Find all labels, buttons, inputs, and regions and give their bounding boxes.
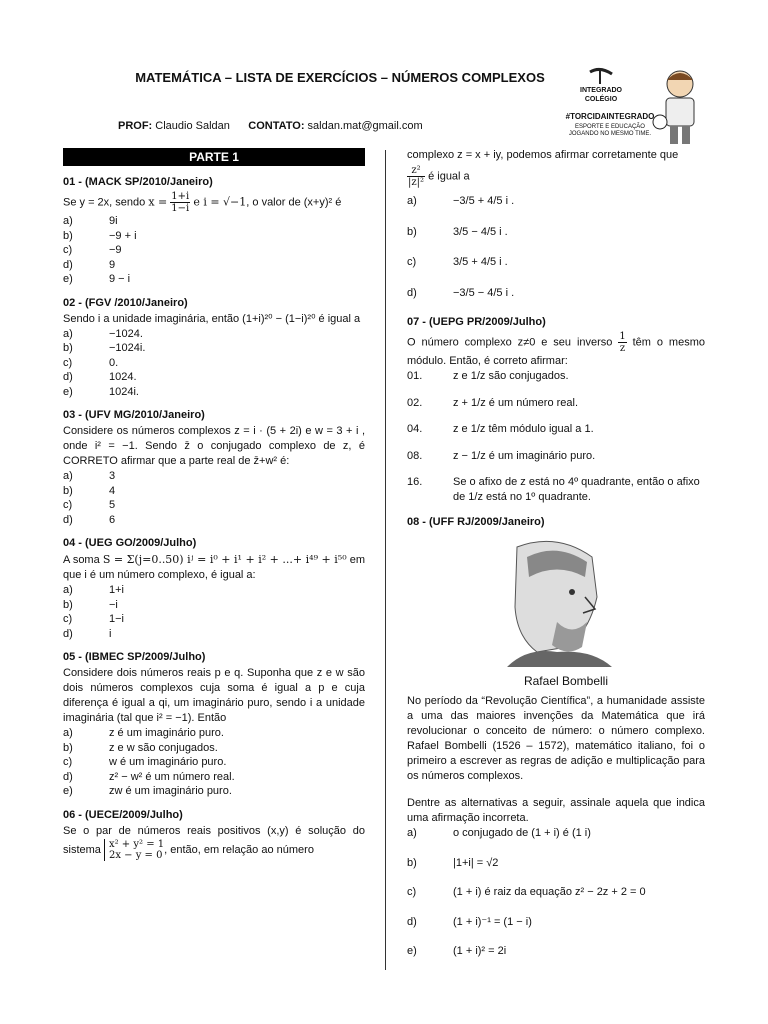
right-column [407, 148, 705, 974]
option-text: zw é um imaginário puro. [109, 785, 232, 797]
option-letter: a) [63, 470, 73, 482]
question-06: 06 - (UECE/2009/Julho) Se o par de números reais positivos (x,y) é solução do sistema x² + y² = 1 2x − y = 0 , então, em relação ao número [63, 808, 365, 861]
question-02: 02 - (FGV /2010/Janeiro) Sendo i a unidade imaginária, então (1+i)²⁰ − (1−i)²⁰ é igual a a) −1024. b) −1024i. c) 0. d) 1024. e) 1024i. [63, 297, 365, 400]
option-letter: b) [407, 856, 417, 869]
option-letter: b) [63, 229, 73, 242]
option-item [63, 243, 365, 258]
option-letter: 01. [407, 370, 423, 382]
option-item [407, 286, 705, 301]
option-item [407, 396, 705, 411]
option-item [407, 475, 705, 504]
option-item [63, 370, 365, 385]
options [63, 327, 365, 400]
portrait-caption: Rafael Bombelli [523, 674, 609, 688]
option-letter: a) [63, 215, 73, 227]
option-text: |1+i| = √2 [453, 856, 499, 869]
option-item [407, 255, 705, 270]
option-letter: b) [63, 598, 73, 611]
option-letter: a) [63, 727, 73, 739]
option-text: −1024i. [109, 342, 146, 354]
option-text: 9 [109, 258, 116, 271]
option-text: z e 1/z têm módulo igual a 1. [453, 423, 594, 435]
option-item [63, 755, 365, 770]
option-text: i [109, 627, 112, 640]
option-text: z é um imaginário puro. [109, 727, 224, 739]
question-08: 08 - (UFF RJ/2009/Janeiro) Rafael Bombelli No período da “Revolução Científica”, a humanidade assiste a uma das maiores invenções da Matemática que irá revolucionar o conceito de número: o número complexo. Rafael Bombelli (1526 – 1572), matemático italiano, foi o primeiro a escrever as regras de adição e multiplicação para os números complexos. Dentre as alternativas a seguir, assinale aquela que indica uma afirmação incorreta. a) o conjugado de (1 + i) é (1 i) b) |1+i| = √2 c) (1 + i) é raiz da equação z² − 2z + 2 = 0 d) (1 + i)⁻¹ = (1 − i) e) (1 + i)² = 2i [407, 516, 705, 957]
option-text: −3/5 + 4/5 i . [453, 195, 515, 207]
option-text: 5 [109, 499, 116, 511]
options [407, 194, 705, 300]
sum-formula: S = Σ(j=0..50) iʲ = i⁰ + i¹ + i² + ...+ i⁴⁹ + i⁵⁰ [102, 553, 347, 566]
option-text: (1 + i)² = 2i [453, 945, 507, 957]
document-title: MATEMÁTICA – LISTA DE EXERCÍCIOS – NÚMEROS COMPLEXOS [135, 70, 545, 85]
option-letter: a) [63, 584, 73, 596]
option-item [63, 784, 365, 799]
options [63, 469, 365, 527]
option-text: 1+i [109, 584, 124, 596]
prof-name: Claudio Saldan [155, 120, 230, 132]
option-letter: c) [63, 613, 73, 625]
column-divider [385, 150, 386, 970]
options [407, 369, 705, 504]
contact-email: saldan.mat@gmail.com [307, 120, 423, 132]
bombelli-portrait-image [497, 537, 617, 667]
option-letter: c) [63, 499, 73, 511]
option-item [63, 469, 365, 484]
option-letter: e) [63, 273, 73, 285]
option-text: z e 1/z são conjugados. [453, 370, 569, 382]
option-item [407, 915, 705, 930]
option-text: 3 [109, 470, 116, 482]
option-item [63, 214, 365, 229]
option-text: −i [109, 598, 118, 611]
option-item [63, 583, 365, 598]
option-letter: b) [63, 741, 73, 754]
option-letter: a) [63, 327, 73, 340]
option-text: 0. [109, 356, 119, 369]
option-item [407, 225, 705, 240]
option-item [63, 258, 365, 273]
question-03: 03 - (UFV MG/2010/Janeiro) Considere os números complexos z = i · (5 + 2i) e w = 3 + i , onde i² = −1. Sendo z̄ o conjugado complexo de z, é CORRETO afirmar que a parte real de z̄+w² é: a) 3 b) 4 c) 5 d) 6 [63, 409, 365, 526]
options [407, 826, 705, 959]
fraction: $\frac{\text{z²}}{\text{|z|²}}$ [408, 165, 425, 188]
option-item [63, 229, 365, 244]
question-01: 01 - (MACK SP/2010/Janeiro) Se y = 2x, sendo x = $\frac{1+i}{1-i}$ e i = √−1, o valor de (x+y)² é a) 9i b) −9 + i c) −9 d) 9 e) 9 − i [63, 176, 365, 287]
option-text: 3/5 − 4/5 i . [453, 225, 508, 238]
option-letter: e) [63, 785, 73, 797]
school-logo [560, 66, 710, 152]
question-06-cont: complexo z = x + iy, podemos afirmar corretamente que $\frac{\text{z²}}{\text{|z|²}}$ é igual a a) −3/5 + 4/5 i . b) 3/5 − 4/5 i . c) 3/5 + 4/5 i . d) −3/5 − 4/5 i . [407, 148, 705, 300]
option-letter: 02. [407, 396, 423, 409]
option-item [407, 369, 705, 384]
option-letter: e) [407, 945, 417, 957]
option-item [407, 194, 705, 209]
fraction: $\frac{1+i}{1-i}$ [171, 191, 190, 214]
option-text: o conjugado de (1 + i) é (1 i) [453, 827, 591, 839]
option-item [63, 726, 365, 741]
option-letter: e) [63, 385, 73, 398]
option-text: −9 [109, 244, 122, 256]
option-letter: a) [407, 195, 417, 207]
question-05: 05 - (IBMEC SP/2009/Julho) Considere dois números reais p e q. Suponha que z e w são dois números complexos cuja soma é igual a p e cuja diferença é igual a qi, um imaginário puro, sendo i a unidade imaginária (tal que i² = −1). Então a) z é um imaginário puro. b) z e w são conjugados. c) w é um imaginário puro. d) z² − w² é um número real. e) zw é um imaginário puro. [63, 651, 365, 797]
option-item [407, 944, 705, 959]
option-letter: d) [63, 627, 73, 640]
fraction: $\frac{1}{z}$ [619, 331, 626, 354]
option-letter: d) [407, 915, 417, 928]
question-07: 07 - (UEPG PR/2009/Julho) O número complexo z≠0 e seu inverso $\frac{1}{z}$ têm o mesmo módulo. Então, é correto afirmar: 01. z e 1/z são conjugados. 02. z + 1/z é um número real. 04. z e 1/z têm módulo igual a 1. 08. z − 1/z é um imaginário puro. 16. Se o afixo de z está no 4º quadrante, então o afixo de 1/z está no 1º quadrante. [407, 316, 705, 503]
option-text: (1 + i) é raiz da equação z² − 2z + 2 = 0 [453, 886, 646, 898]
option-item [63, 341, 365, 356]
option-item [63, 484, 365, 499]
option-letter: c) [63, 244, 73, 256]
option-text: z + 1/z é um número real. [453, 396, 579, 409]
option-letter: d) [407, 286, 417, 299]
option-letter: c) [63, 756, 73, 768]
options [63, 726, 365, 799]
option-item [63, 356, 365, 371]
option-item [407, 885, 705, 900]
option-letter: a) [407, 827, 417, 839]
option-letter: c) [407, 886, 417, 898]
option-text: 1024i. [109, 385, 139, 398]
option-text: z² − w² é um número real. [109, 770, 235, 783]
teacher-line [118, 120, 423, 132]
option-item [407, 449, 705, 464]
logo-hashtag: #TORCIDAINTEGRADO [565, 112, 655, 121]
question-04: 04 - (UEG GO/2009/Julho) A soma S = Σ(j=0..50) iʲ = i⁰ + i¹ + i² + ...+ i⁴⁹ + i⁵⁰ em que i é um número complexo, é igual a: a) 1+i b) −i c) 1−i d) i [63, 537, 365, 640]
logo-org: INTEGRADO COLÉGIO [580, 87, 622, 103]
option-item [63, 385, 365, 400]
option-letter: d) [63, 371, 73, 383]
option-letter: 16. [407, 476, 423, 488]
option-letter: d) [63, 258, 73, 271]
option-letter: 04. [407, 423, 423, 435]
option-item [63, 741, 365, 756]
contact-label: CONTATO: [248, 120, 305, 132]
option-item [63, 498, 365, 513]
option-letter: b) [63, 342, 73, 354]
option-letter: b) [63, 484, 73, 497]
option-text: 3/5 + 4/5 i . [453, 256, 508, 268]
option-text: 4 [109, 484, 116, 497]
option-text: −9 + i [109, 229, 137, 242]
option-item [63, 627, 365, 642]
option-item [407, 422, 705, 437]
option-letter: c) [407, 256, 417, 268]
logo-slogan: ESPORTE E EDUCAÇÃO JOGANDO NO MESMO TIME. [568, 124, 652, 137]
option-text: 9i [109, 215, 118, 227]
option-text: w é um imaginário puro. [109, 756, 227, 768]
option-text: Se o afixo de z está no 4º quadrante, então o afixo de 1/z está no 1º quadrante. [453, 476, 700, 503]
option-letter: d) [63, 513, 73, 526]
prof-label: PROF: [118, 120, 153, 132]
equation-system: x² + y² = 1 2x − y = 0 [104, 839, 164, 861]
left-column [63, 148, 365, 871]
option-item [63, 272, 365, 287]
option-letter: c) [63, 356, 73, 369]
option-text: −1024. [109, 327, 143, 340]
option-item [63, 770, 365, 785]
option-letter: d) [63, 770, 73, 783]
option-letter: 08. [407, 449, 423, 462]
option-text: 9 − i [109, 273, 131, 285]
option-item [407, 826, 705, 841]
section-header: PARTE 1 [63, 148, 365, 166]
option-letter: b) [407, 225, 417, 238]
options [63, 214, 365, 287]
option-text: 6 [109, 513, 116, 526]
option-text: 1024. [109, 371, 137, 383]
option-text: −3/5 − 4/5 i . [453, 286, 515, 299]
option-item [63, 513, 365, 528]
option-text: z e w são conjugados. [109, 741, 218, 754]
option-item [63, 612, 365, 627]
option-text: 1−i [109, 613, 124, 625]
option-text: z − 1/z é um imaginário puro. [453, 449, 596, 462]
option-item [407, 856, 705, 871]
options [63, 583, 365, 641]
logo-graphic-icon [560, 66, 710, 152]
option-item [63, 598, 365, 613]
option-text: (1 + i)⁻¹ = (1 − i) [453, 915, 532, 928]
option-item [63, 327, 365, 342]
